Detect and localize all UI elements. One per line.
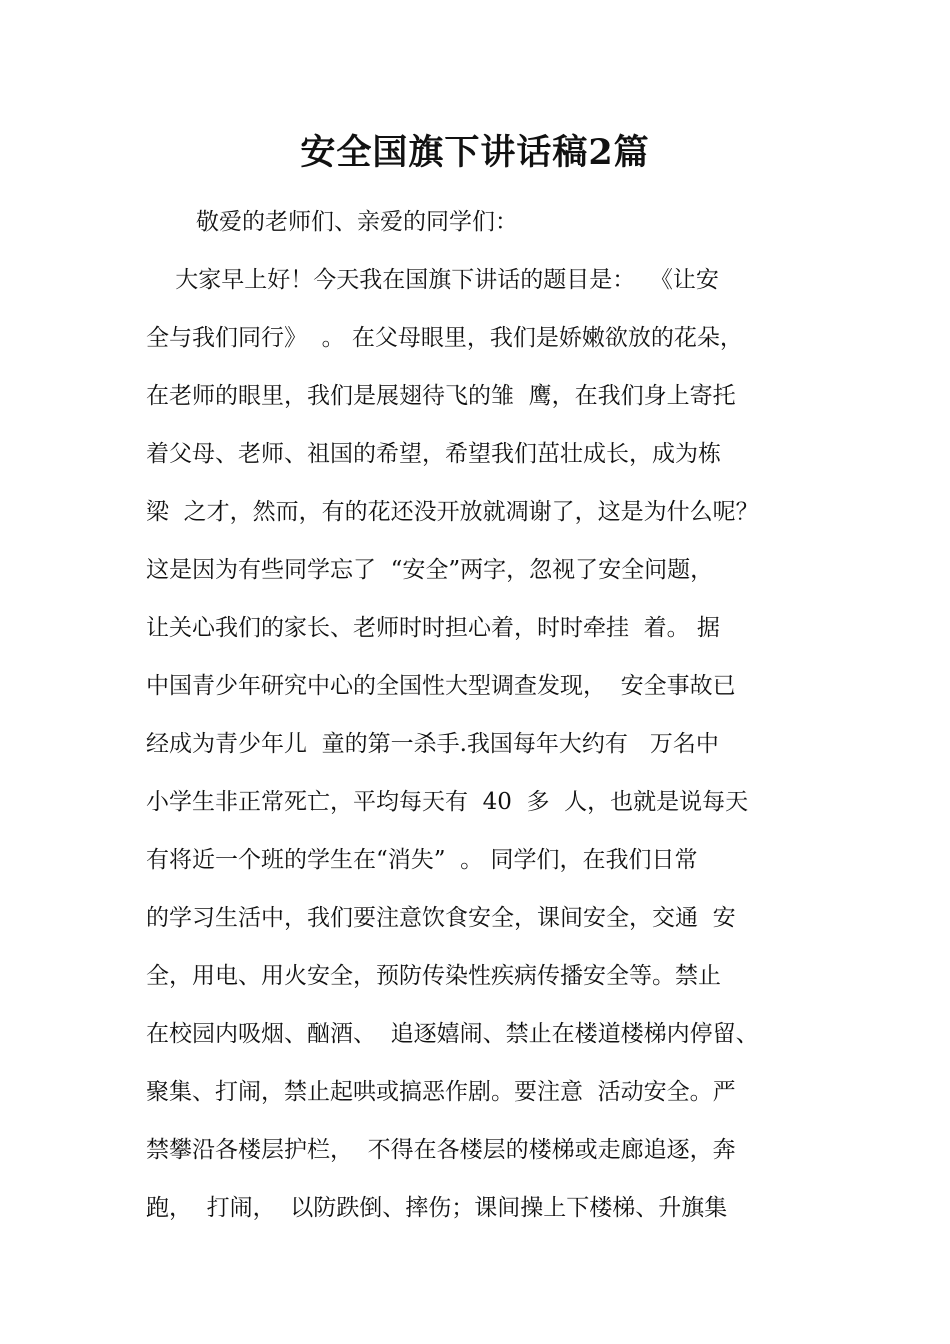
body-line: 着父母、老师、祖国的希望，希望我们茁壮成长，成为栋 [146, 441, 721, 467]
body-line: 全，用电、用火安全，预防传染性疾病传播安全等。禁止 [146, 963, 721, 989]
body-line: 小学生非正常死亡，平均每天有 40 多 人，也就是说每天 [146, 789, 749, 815]
salutation: 敬爱的老师们、亲爱的同学们： [196, 209, 518, 235]
body-line: 全与我们同行》 。 在父母眼里，我们是娇嫩欲放的花朵， [146, 325, 743, 351]
document-title: 安全国旗下讲话稿2篇 [300, 132, 650, 173]
body-line: 大家早上好！今天我在国旗下讲话的题目是： 《让安 [146, 267, 719, 293]
body-line: 聚集、打闹，禁止起哄或搞恶作剧。要注意 活动安全。严 [146, 1079, 736, 1105]
body-line: 禁攀沿各楼层护栏， 不得在各楼层的楼梯或走廊追逐，奔 [146, 1137, 736, 1163]
body-line: 有将近一个班的学生在“消失” 。 同学们，在我们日常 [146, 847, 698, 873]
body-line: 经成为青少年儿 童的第一杀手.我国每年大约有 万名中 [146, 731, 719, 757]
body-line: 跑， 打闹， 以防跌倒、摔伤；课间操上下楼梯、升旗集 [146, 1195, 728, 1221]
body-line: 的学习生活中，我们要注意饮食安全，课间安全，交通 安 [146, 905, 736, 931]
body-line: 让关心我们的家长、老师时时担心着，时时牵挂 着。 据 [146, 615, 720, 641]
body-line: 这是因为有些同学忘了 “安全”两字，忽视了安全问题， [146, 557, 714, 583]
body-line: 在校园内吸烟、酗酒、 追逐嬉闹、禁止在楼道楼梯内停留、 [146, 1021, 759, 1047]
body-line: 中国青少年研究中心的全国性大型调查发现， 安全事故已 [146, 673, 736, 699]
body-line: 在老师的眼里，我们是展翅待飞的雏 鹰，在我们身上寄托 [146, 383, 736, 409]
body-line: 梁 之才，然而，有的花还没开放就凋谢了，这是为什么呢？ [146, 499, 759, 525]
